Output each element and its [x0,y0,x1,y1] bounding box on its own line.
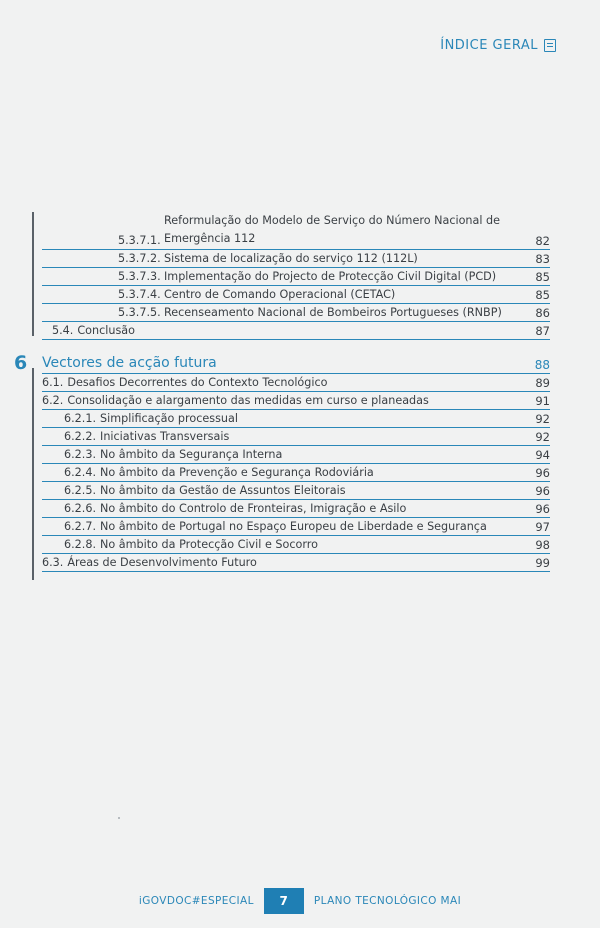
chapter-number: 6 [14,352,28,374]
toc-entry-title: Áreas de Desenvolvimento Futuro [67,556,257,569]
header-label: ÍNDICE GERAL [440,38,538,53]
toc-entry-title: Consolidação e alargamento das medidas em curso e planeadas [67,394,429,407]
toc-entry[interactable] [42,536,550,554]
toc-entry-page: 82 [535,234,550,248]
toc-entry[interactable] [42,286,550,304]
toc-entry[interactable] [42,250,550,268]
toc-entry-page: 94 [535,448,550,462]
toc-entry-title: Sistema de localização do serviço 112 (112L) [164,252,418,265]
chapter-heading[interactable] [14,352,550,374]
toc-entry-number: 6.2.4. [64,466,97,479]
toc-entry-page: 99 [535,556,550,570]
toc-entry-page: 83 [535,252,550,266]
toc-entry-number: 6.2.2. [64,430,97,443]
toc-entry-title: Implementação do Projecto de Protecção Civil Digital (PCD) [164,270,497,283]
toc-entry[interactable] [42,446,550,464]
toc-entry-page: 85 [535,288,550,302]
toc-entry-title: Centro de Comando Operacional (CETAC) [164,288,396,301]
toc-entry[interactable] [42,268,550,286]
toc-entry-number: 6.1. [42,376,64,389]
toc-entry[interactable] [42,554,550,572]
toc-entry-page: 96 [535,484,550,498]
toc-entry-page: 89 [535,376,550,390]
toc-entry-number: 5.3.7.5. [118,306,161,319]
toc-entry-number: 5.3.7.4. [118,288,161,301]
toc-entry-title: Desafios Decorrentes do Contexto Tecnológico [67,376,328,389]
toc-section-5 [32,212,550,340]
section-bar [32,368,34,580]
toc-entry[interactable] [42,322,550,340]
toc-entry-title: No âmbito da Protecção Civil e Socorro [100,538,318,551]
toc-entry[interactable] [42,304,550,322]
toc-entry[interactable] [42,482,550,500]
toc-entry[interactable] [42,410,550,428]
toc-entry[interactable] [42,500,550,518]
toc-entry-number: 6.2.5. [64,484,97,497]
chapter-title: Vectores de acção futura [42,355,217,371]
toc-entry-number: 6.2. [42,394,64,407]
toc-entry[interactable] [42,212,550,250]
toc-entry[interactable] [42,374,550,392]
section-bar [32,212,34,336]
document-icon [544,39,556,52]
toc-entry-number: 6.2.6. [64,502,97,515]
toc-entry-page: 97 [535,520,550,534]
toc-entry-title: Recenseamento Nacional de Bombeiros Portugueses (RNBP) [164,306,502,319]
toc-entry-title: No âmbito de Portugal no Espaço Europeu de Liberdade e Segurança [100,520,487,533]
toc-entry-page: 96 [535,502,550,516]
toc-entry[interactable] [42,392,550,410]
toc-entry-number: 6.3. [42,556,64,569]
toc-entry-number: 6.2.3. [64,448,97,461]
toc-entry-title: No âmbito da Segurança Interna [100,448,283,461]
page-number: 7 [264,888,304,914]
toc-entry-number: 6.2.7. [64,520,97,533]
toc-entry-title: Simplificação processual [100,412,238,425]
toc-entry-page: 92 [535,430,550,444]
toc-entry-page: 98 [535,538,550,552]
toc-entry-page: 91 [535,394,550,408]
toc-entry[interactable] [42,428,550,446]
toc-entry-page: 96 [535,466,550,480]
toc-entry-number: 5.3.7.2. [118,252,161,265]
speck [118,817,120,819]
page-header [440,38,556,53]
toc-entry-title: No âmbito do Controlo de Fronteiras, Imigração e Asilo [100,502,407,515]
toc-entry-number: 6.2.1. [64,412,97,425]
toc-entry-page: 92 [535,412,550,426]
toc-entry-number: 5.3.7.3. [118,270,161,283]
toc-section-6 [14,352,550,572]
toc-entry-page: 87 [535,324,550,338]
table-of-contents [14,212,550,572]
toc-entry-title: Reformulação do Modelo de Serviço do Número Nacional de Emergência 112 [164,214,501,245]
toc-entry[interactable] [42,464,550,482]
toc-entry-number: 6.2.8. [64,538,97,551]
toc-entry-title: No âmbito da Prevenção e Segurança Rodoviária [100,466,374,479]
toc-entry-title: Iniciativas Transversais [100,430,230,443]
toc-entry-title: No âmbito da Gestão de Assuntos Eleitorais [100,484,346,497]
footer-left-label: iGOVDOC#ESPECIAL [138,895,254,907]
chapter-page: 88 [534,358,550,372]
toc-entry-number: 5.3.7.1. [118,234,161,247]
footer-right-label: PLANO TECNOLÓGICO MAI [313,895,462,907]
toc-entry-page: 86 [535,306,550,320]
toc-entry[interactable] [42,518,550,536]
toc-entry-page: 85 [535,270,550,284]
toc-entry-title: Conclusão [77,324,135,337]
page-footer [0,888,600,914]
toc-entry-number: 5.4. [52,324,74,337]
